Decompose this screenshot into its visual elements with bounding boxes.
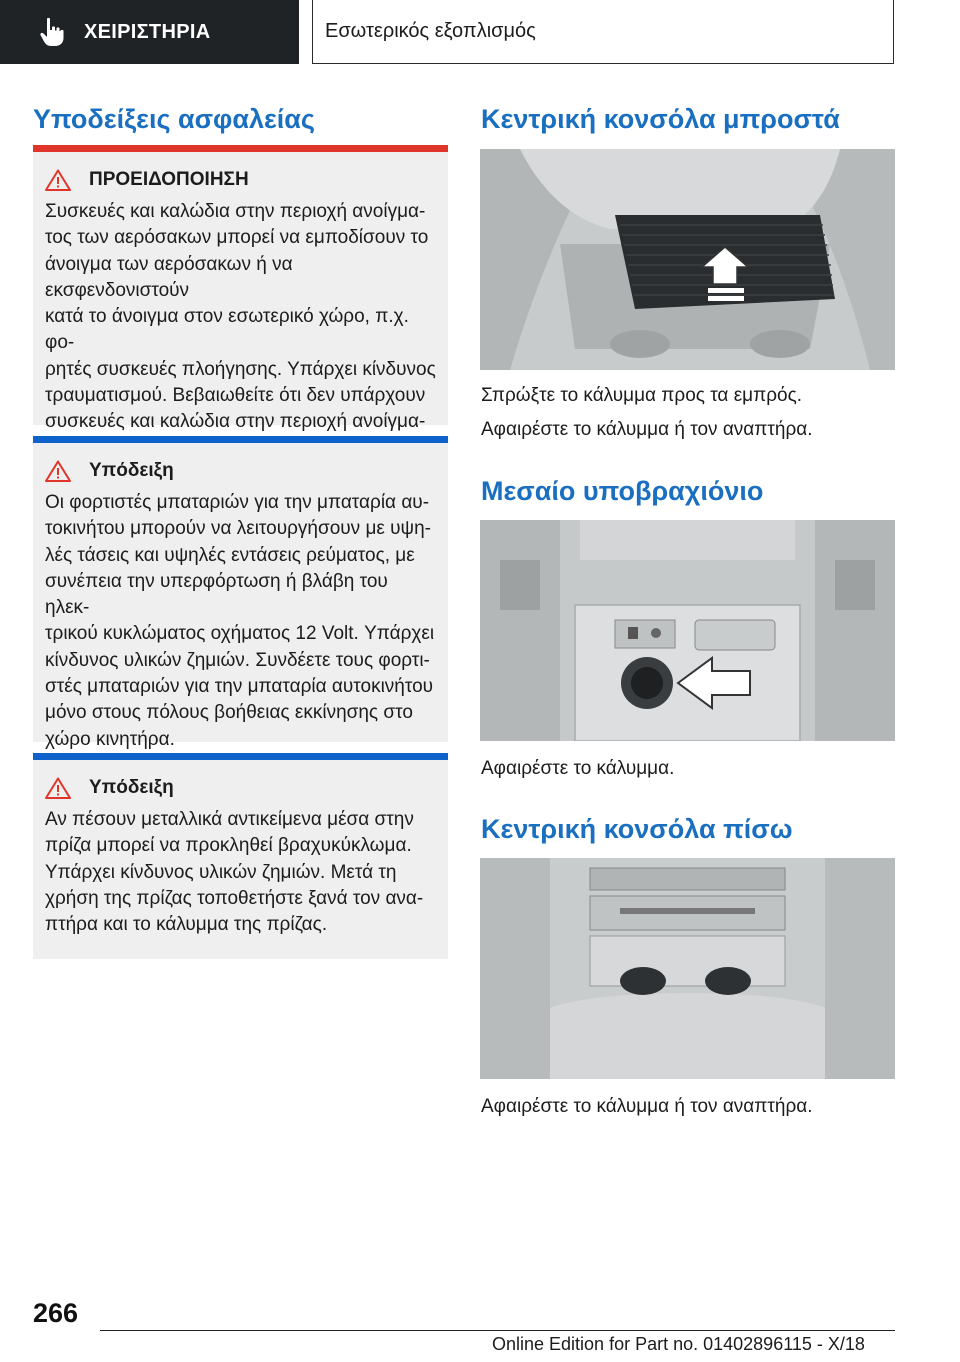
notice-title: Υπόδειξη [89,460,174,481]
notice-box [33,753,448,959]
armrest-heading: Μεσαίο υποβραχιόνιο [481,476,764,506]
caption: Αφαιρέστε το κάλυμμα ή τον αναπτήρα. [481,1096,813,1117]
section-tab [0,0,299,64]
warning-triangle-icon [45,169,71,191]
section-title: ΧΕΙΡΙΣΤΗΡΙΑ [84,20,211,43]
footer-divider [100,1330,895,1331]
chapter-tab [312,0,894,64]
notice-triangle-icon [45,777,71,799]
caption: Αφαιρέστε το κάλυμμα. [481,758,675,779]
notice-text: Αν πέσουν μεταλλικά αντικείμενα μέσα στην πρίζα μπορεί να προκληθεί βραχυκύκλωμα. Υπάρχει κίνδυνος υλικών ζημιών. Μετά τη χρήση της πρίζας τοποθετήστε ξανά τον ανα- πτήρα και το κάλυμμα της πρίζας. [45,809,424,936]
hand-pointer-icon [38,17,66,47]
caption: Σπρώξτε το κάλυμμα προς τα εμπρός. [481,385,803,406]
warning-text: Συσκευές και καλώδια στην περιοχή ανοίγμα- τος των αερόσακων μπορεί να εμποδίσουν το άνοιγμα των αερόσακων ή να εκσφενδονιστούν κατά το άνοιγμα στον εσωτερικό χώρο, π.χ. φο- ρητές συσκευές πλοήγησης. Υπάρχει κίνδυνος τραυματισμού. Βεβαιωθείτε ότι δεν υπάρχουν συσκευές και καλώδια στην περιοχή ανοίγμα- [45,201,436,433]
notice-bar [33,753,448,760]
warning-title: ΠΡΟΕΙΔΟΠΟΙΗΣΗ [89,169,249,190]
caption: Αφαιρέστε το κάλυμμα ή τον αναπτήρα. [481,419,813,440]
warning-bar [33,145,448,152]
front-console-heading: Κεντρική κονσόλα μπροστά [481,104,840,134]
notice-title: Υπόδειξη [89,777,174,798]
notice-text: Οι φορτιστές μπαταριών για την μπαταρία αυ- τοκινήτου μπορούν να λειτουργήσουν με υψη- λές τάσεις και υψηλές εντάσεις ρεύματος, με συνέπεια την υπερφόρτωση ή βλάβη του ηλεκ- τρικού κυκλώματος οχήματος 12 Volt. Υπάρχει κίνδυνος υλικών ζημιών. Συνδέετε τους φορτι- στές μπαταριών για την μπαταρία αυτοκινήτου μόνο στους πόλους βοήθειας εκκίνησης στο χώρο κινητήρα. [45,492,435,750]
armrest-image [480,520,895,741]
rear-console-heading: Κεντρική κονσόλα πίσω [481,814,793,844]
warning-box [33,145,448,433]
notice-box [33,436,448,750]
chapter-title: Εσωτερικός εξοπλισμός [325,20,536,42]
rear-console-image [480,858,895,1079]
edition-text: Online Edition for Part no. 01402896115 - X/18 [492,1334,865,1354]
safety-heading: Υποδείξεις ασφαλείας [33,104,315,134]
notice-triangle-icon [45,460,71,482]
notice-bar [33,436,448,443]
page-number: 266 [33,1298,79,1328]
front-console-image [480,149,895,370]
